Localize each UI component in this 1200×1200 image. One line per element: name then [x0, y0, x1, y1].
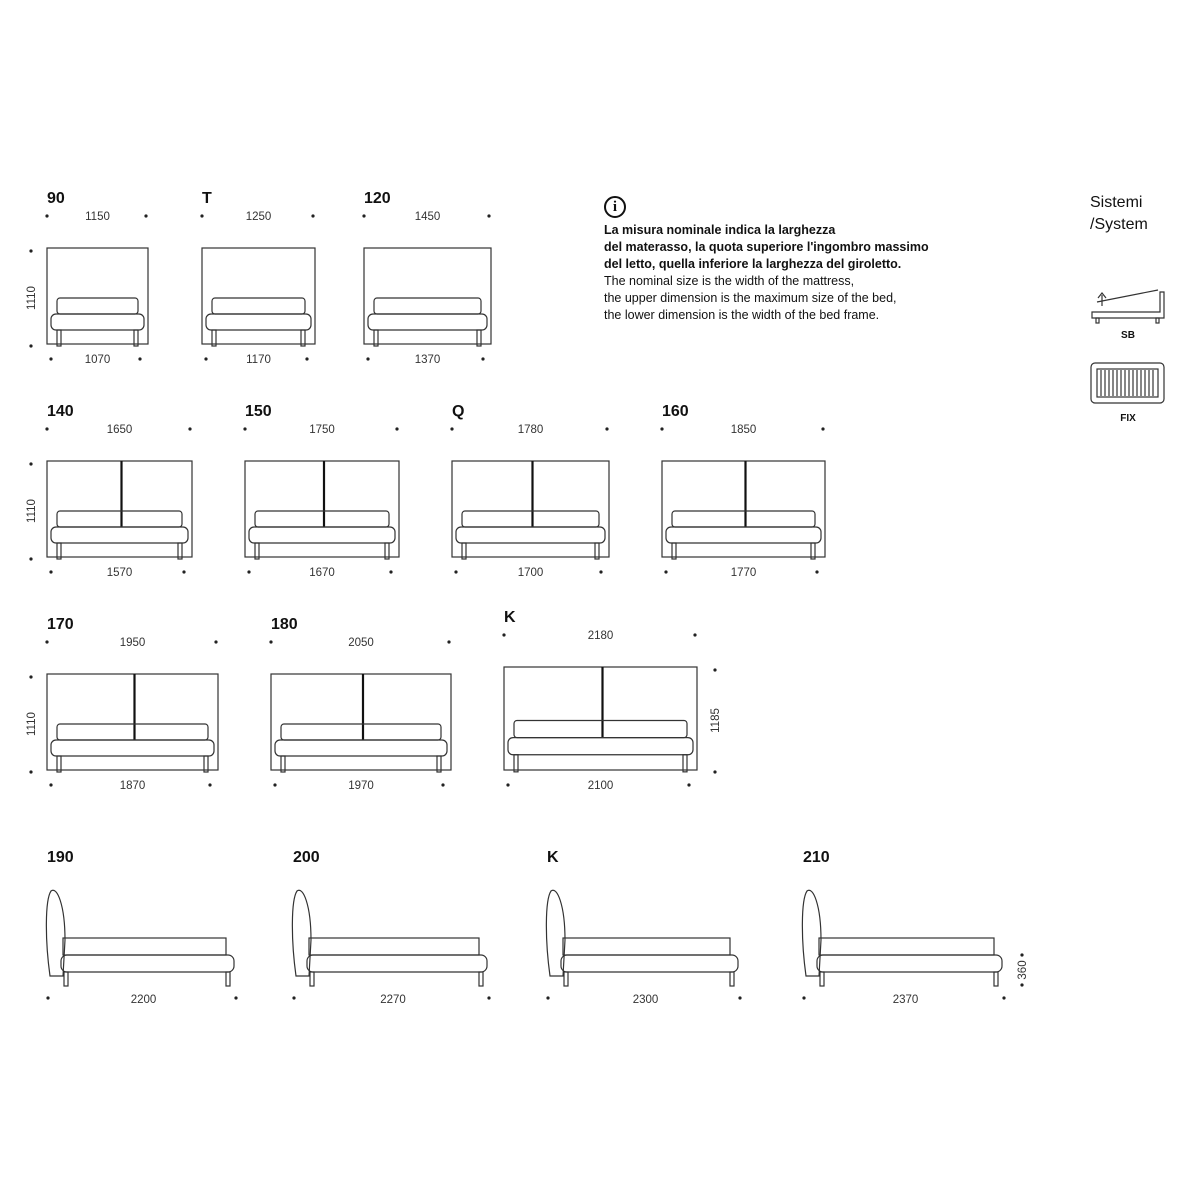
top-dimension: 1650	[106, 424, 133, 436]
bed-leg	[683, 755, 687, 772]
dimension-dot	[481, 357, 484, 360]
size-label: Q	[452, 403, 465, 420]
bed-frame-outline	[456, 527, 605, 543]
bottom-dimension: 1070	[84, 354, 111, 366]
dimension-dot	[269, 640, 272, 643]
bed-leg	[994, 972, 998, 986]
front-view-150	[243, 403, 399, 579]
dimension-dot	[29, 249, 32, 252]
bed-frame-outline	[275, 740, 447, 756]
front-view-180	[269, 616, 451, 792]
dimension-dot	[45, 427, 48, 430]
info-note	[604, 196, 984, 324]
top-dimension: 1780	[517, 424, 544, 436]
height-dimension: 1110	[26, 286, 38, 310]
top-dimension: 1850	[730, 424, 757, 436]
bed-leg	[479, 972, 483, 986]
mattress-outline	[57, 298, 138, 314]
height-dimension: 1110	[26, 712, 38, 736]
dimension-dot	[738, 996, 741, 999]
size-label: T	[202, 190, 212, 207]
bottom-dimension: 1870	[119, 780, 146, 792]
info-text-italian-1: La misura nominale indica la larghezza	[604, 223, 836, 237]
dimension-dot	[447, 640, 450, 643]
dimension-dot	[605, 427, 608, 430]
height-dimension: 1185	[710, 708, 722, 733]
top-dimension: 2050	[348, 637, 374, 649]
dimension-dot	[49, 357, 52, 360]
dimension-dot	[802, 996, 805, 999]
info-icon: i	[604, 196, 626, 218]
top-dimension: 1150	[85, 211, 110, 223]
storage-bed-lid	[1097, 290, 1158, 302]
mattress-outline	[374, 298, 481, 314]
size-label: 140	[47, 403, 74, 420]
dimension-dot	[144, 214, 147, 217]
size-label: 90	[47, 190, 65, 207]
size-label: 150	[245, 403, 272, 420]
bed-frame-outline	[51, 740, 214, 756]
length-dimension: 2370	[892, 994, 919, 1006]
bed-frame-side-outline	[817, 955, 1002, 972]
bed-frame-outline	[51, 314, 144, 330]
front-view-q	[450, 403, 609, 579]
info-text-english-1: The nominal size is the width of the mattress,	[604, 274, 855, 288]
dimension-dot	[693, 633, 696, 636]
side-view-210	[802, 849, 1029, 1006]
bed-frame-side-outline	[561, 955, 738, 972]
dimension-dot	[214, 640, 217, 643]
headboard-side-outline	[802, 890, 821, 976]
bed-frame-outline	[206, 314, 311, 330]
mattress-side-outline	[563, 938, 730, 955]
size-label: K	[504, 609, 516, 626]
dimension-dot	[441, 783, 444, 786]
info-text-english-2: the upper dimension is the maximum size of the bed,	[604, 291, 897, 305]
size-label: 200	[293, 849, 320, 866]
headboard-side-outline	[46, 890, 65, 976]
dimension-dot	[713, 770, 716, 773]
bed-leg	[514, 755, 518, 772]
size-label: 120	[364, 190, 391, 207]
bed-frame-outline	[51, 527, 188, 543]
dimension-dot	[815, 570, 818, 573]
dimension-dot	[713, 668, 716, 671]
dimension-dot	[311, 214, 314, 217]
dimension-dot	[29, 675, 32, 678]
bed-leg	[820, 972, 824, 986]
length-dimension: 2270	[380, 994, 406, 1006]
mattress-outline	[255, 511, 389, 527]
dimension-dot	[506, 783, 509, 786]
dimension-dot	[599, 570, 602, 573]
bottom-dimension: 1170	[246, 354, 271, 366]
height-dimension: 360	[1017, 960, 1029, 980]
bottom-dimension: 1570	[106, 567, 133, 579]
info-text-english-3: the lower dimension is the width of the bed frame.	[604, 308, 880, 322]
systems-subtitle: /System	[1090, 216, 1148, 233]
mattress-side-outline	[309, 938, 479, 955]
dimension-dot	[273, 783, 276, 786]
bed-frame-outline	[368, 314, 487, 330]
size-label: K	[547, 849, 559, 866]
dimension-dot	[243, 427, 246, 430]
side-view-200	[292, 849, 490, 1006]
bed-leg	[1096, 318, 1099, 323]
info-text-italian-3: del letto, quella inferiore la larghezza del giroletto.	[604, 257, 902, 271]
dimension-dot	[362, 214, 365, 217]
dimension-dot	[49, 570, 52, 573]
top-dimension: 1950	[119, 637, 146, 649]
dimension-dot	[395, 427, 398, 430]
bottom-dimension: 1700	[517, 567, 544, 579]
systems-title: Sistemi	[1090, 194, 1143, 211]
bed-leg	[64, 972, 68, 986]
dimension-dot	[487, 214, 490, 217]
dimension-dot	[664, 570, 667, 573]
dimension-dot	[450, 427, 453, 430]
dimension-dot	[29, 770, 32, 773]
headboard-side-outline	[292, 890, 311, 976]
mattress-side-outline	[819, 938, 994, 955]
dimension-dot	[234, 996, 237, 999]
bottom-dimension: 2100	[587, 780, 614, 792]
dimension-dot	[188, 427, 191, 430]
dimension-dot	[45, 214, 48, 217]
bed-frame-side-outline	[61, 955, 234, 972]
dimension-dot	[454, 570, 457, 573]
bottom-dimension: 1670	[309, 567, 335, 579]
bottom-dimension: 1970	[348, 780, 374, 792]
bed-leg	[730, 972, 734, 986]
mattress-outline	[281, 724, 441, 740]
height-dimension: 1110	[26, 499, 38, 523]
dimension-dot	[138, 357, 141, 360]
mattress-outline	[57, 724, 208, 740]
dimension-dot	[292, 996, 295, 999]
dimension-dot	[502, 633, 505, 636]
front-view-t	[200, 190, 315, 366]
front-view-90	[26, 190, 148, 366]
mattress-outline	[212, 298, 305, 314]
bed-leg	[564, 972, 568, 986]
dimension-dot	[208, 783, 211, 786]
front-view-140	[26, 403, 192, 579]
size-label: 170	[47, 616, 74, 633]
front-view-120	[362, 190, 491, 366]
dimension-dot	[29, 557, 32, 560]
dimension-dot	[487, 996, 490, 999]
dimension-dot	[1020, 983, 1023, 986]
dimension-dot	[389, 570, 392, 573]
storage-bed-icon	[1092, 290, 1164, 323]
dimension-dot	[546, 996, 549, 999]
bed-frame-outline	[508, 738, 693, 755]
top-dimension: 2180	[587, 630, 614, 642]
bed-leg	[226, 972, 230, 986]
top-dimension: 1450	[414, 211, 441, 223]
top-dimension: 1750	[309, 424, 335, 436]
dimension-dot	[49, 783, 52, 786]
dimension-dot	[182, 570, 185, 573]
top-dimension: 1250	[245, 211, 272, 223]
dimension-dot	[821, 427, 824, 430]
size-label: 190	[47, 849, 74, 866]
size-label: 210	[803, 849, 830, 866]
dimension-dot	[200, 214, 203, 217]
side-view-190	[46, 849, 237, 1006]
mattress-outline	[672, 511, 815, 527]
dimension-dot	[29, 462, 32, 465]
length-dimension: 2200	[130, 994, 157, 1006]
front-view-170	[26, 616, 218, 792]
dimension-dot	[46, 996, 49, 999]
bed-frame-side-outline	[307, 955, 487, 972]
mattress-outline	[462, 511, 599, 527]
side-view-k	[546, 849, 741, 1006]
dimension-dot	[29, 344, 32, 347]
front-view-160	[660, 403, 825, 579]
slatted-base-icon	[1091, 363, 1164, 403]
bottom-dimension: 1770	[730, 567, 757, 579]
dimension-dot	[687, 783, 690, 786]
bed-frame-outline	[666, 527, 821, 543]
front-view-k	[502, 609, 722, 792]
bed-frame-outline	[249, 527, 395, 543]
info-text-italian-2: del materasso, la quota superiore l'ingombro massimo	[604, 240, 929, 254]
dimension-dot	[1020, 953, 1023, 956]
systems-panel	[1090, 194, 1164, 424]
mattress-outline	[514, 721, 687, 738]
dimension-dot	[45, 640, 48, 643]
dimension-dot	[305, 357, 308, 360]
mattress-side-outline	[63, 938, 226, 955]
headboard-side-outline	[546, 890, 565, 976]
size-label: 160	[662, 403, 689, 420]
dimension-dot	[1002, 996, 1005, 999]
bed-leg	[310, 972, 314, 986]
system-label-fix: FIX	[1120, 413, 1136, 424]
dimension-dot	[204, 357, 207, 360]
dimension-dot	[247, 570, 250, 573]
bottom-dimension: 1370	[414, 354, 441, 366]
bed-leg	[1156, 318, 1159, 323]
dimension-dot	[366, 357, 369, 360]
system-label-sb: SB	[1121, 330, 1135, 341]
mattress-outline	[57, 511, 182, 527]
dimension-dot	[660, 427, 663, 430]
size-label: 180	[271, 616, 298, 633]
length-dimension: 2300	[632, 994, 659, 1006]
